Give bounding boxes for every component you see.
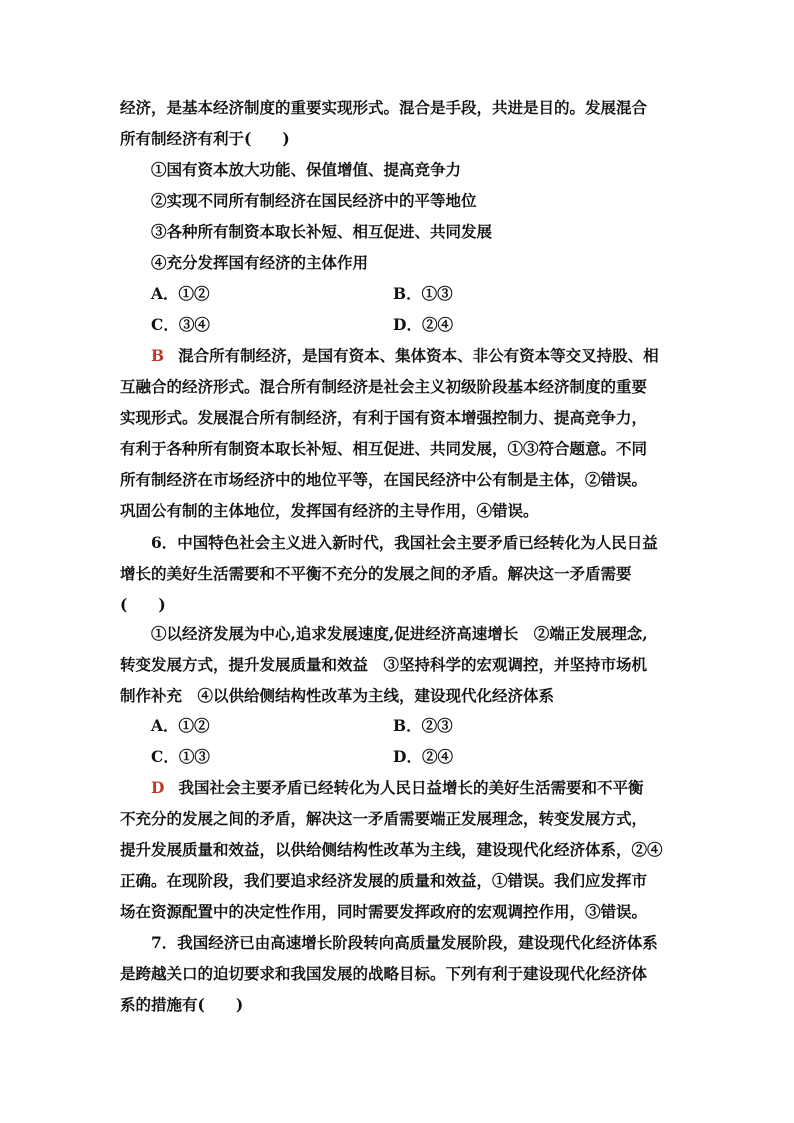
q5-options-row [151,278,676,309]
q6-option-a: A．①② [151,716,210,735]
q6-options-row [151,741,676,772]
q6-item-line: ①以经济发展为中心,追求发展速度,促进经济高速增长 ②端正发展理念, [151,624,648,643]
q5-option-a: A．①② [151,284,210,303]
q5-option-c: C．③④ [151,315,210,334]
q6-item-line: 制作补充 ④以供给侧结构性改革为主线，建设现代化经济体系 [120,686,555,705]
q6-option-d: D．②④ [393,747,453,766]
q5-options-row [151,309,676,340]
q5-answer-letter: B [151,346,165,365]
q6-option-b: B．②③ [393,716,453,735]
q5-stem-line: 所有制经济有利于( ) [120,129,290,148]
q7-stem [120,927,676,1020]
q6-explanation-line: 不充分的发展之间的矛盾，解决这一矛盾需要端正发展理念，转变发展方式， [120,809,648,828]
q6-stem-line: 6．中国特色社会主义进入新时代，我国社会主要矛盾已经转化为人民日益 [151,533,658,552]
q5-explanation [120,340,676,526]
q7-stem-line: 7．我国经济已由高速增长阶段转向高质量发展阶段，建设现代化经济体系 [151,933,658,952]
q5-explanation-line: 巩固公有制的主体地位，发挥国有经济的主导作用，④错误。 [120,501,539,520]
q5-explanation-line: 实现形式。发展混合所有制经济，有利于国有资本增强控制力、提高竞争力， [120,408,648,427]
q5-explanation-line: 互融合的经济形式。混合所有制经济是社会主义初级阶段基本经济制度的重要 [120,377,648,396]
q5-option-b: B．①③ [393,284,453,303]
q5-stem [120,92,676,154]
q5-explanation-line: 所有制经济在市场经济中的地位平等，在国民经济中公有制是主体，②错误。 [120,470,648,489]
q5-option-d: D．②④ [393,315,453,334]
q5-item: ①国有资本放大功能、保值增值、提高竞争力 [151,160,462,179]
q6-items [120,618,676,711]
q5-stem-line: 经济，是基本经济制度的重要实现形式。混合是手段，共进是目的。发展混合 [120,98,648,117]
q5-item: ④充分发挥国有经济的主体作用 [151,253,369,272]
q6-explanation-line: 正确。在现阶段，我们要追求经济发展的质量和效益，①错误。我们应发挥市 [120,871,648,890]
q6-explanation-text: 我国社会主要矛盾已经转化为人民日益增长的美好生活需要和不平衡 [178,778,644,797]
q7-stem-line: 系的措施有( ) [120,995,244,1014]
q6-explanation [120,772,676,927]
q6-options-row [151,710,676,741]
q6-explanation-line: 提升发展质量和效益，以供给侧结构性改革为主线，建设现代化经济体系，②④ [120,840,663,859]
q7-stem-line: 是跨越关口的迫切要求和我国发展的战略目标。下列有利于建设现代化经济体 [120,964,648,983]
q6-stem-line: ( ) [120,595,166,614]
q5-items [151,154,676,278]
q6-stem [120,527,676,620]
q5-explanation-text: 混合所有制经济，是国有资本、集体资本、非公有资本等交叉持股、相 [178,346,659,365]
q5-item: ③各种所有制资本取长补短、相互促进、共同发展 [151,222,493,241]
q5-item: ②实现不同所有制经济在国民经济中的平等地位 [151,191,477,210]
q6-option-c: C．①③ [151,747,210,766]
q6-item-line: 转变发展方式，提升发展质量和效益 ③坚持科学的宏观调控，并坚持市场机 [120,655,648,674]
q6-stem-line: 增长的美好生活需要和不平衡不充分的发展之间的矛盾。解决这一矛盾需要 [120,564,632,583]
q5-explanation-line [120,340,676,371]
q6-explanation-line [120,772,676,803]
q5-explanation-line: 有利于各种所有制资本取长补短、相互促进、共同发展，①③符合题意。不同 [120,439,648,458]
q6-explanation-line: 场在资源配置中的决定性作用，同时需要发挥政府的宏观调控作用，③错误。 [120,902,648,921]
q6-answer-letter: D [151,778,165,797]
